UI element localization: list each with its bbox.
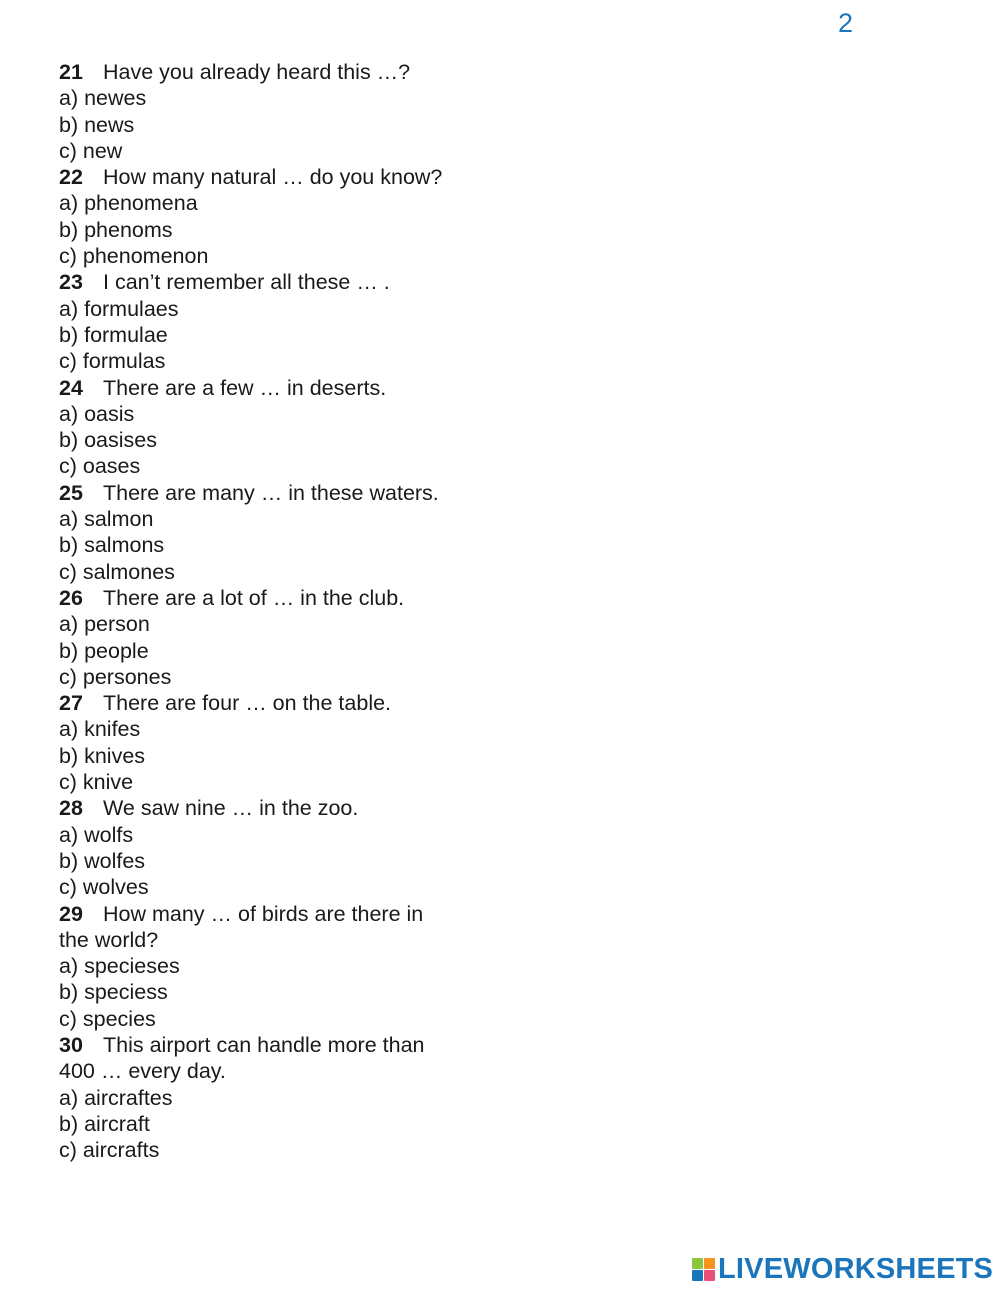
answer-option: b) formulae [59, 322, 168, 347]
question-text: There are four … on the table. [103, 691, 392, 716]
question-22 [59, 164, 479, 269]
question-24 [59, 375, 479, 480]
brand-logo [692, 1253, 993, 1285]
question-stem [59, 375, 479, 401]
question-stem-continued [59, 1058, 479, 1084]
answer-option: c) wolves [59, 875, 149, 900]
answer-option: c) phenomenon [59, 244, 209, 269]
question-number: 26 [59, 585, 83, 610]
question-number: 30 [59, 1032, 83, 1057]
answer-option: b) news [59, 112, 135, 137]
brand-text: LIVEWORKSHEETS [718, 1252, 994, 1285]
question-26 [59, 585, 479, 690]
answer-option: b) speciess [59, 980, 168, 1005]
question-stem [59, 480, 479, 506]
question-stem [59, 690, 479, 716]
logo-tile [704, 1270, 715, 1281]
answer-option: c) knive [59, 770, 134, 795]
answer-option: b) oasises [59, 428, 157, 453]
question-text: We saw nine … in the zoo. [103, 796, 359, 821]
answer-option: c) species [59, 1006, 156, 1031]
question-number: 29 [59, 901, 83, 926]
answer-option: b) wolfes [59, 848, 146, 873]
answer-option: b) aircraft [59, 1111, 150, 1136]
question-text: There are many … in these waters. [103, 480, 439, 505]
answer-option: a) oasis [59, 401, 135, 426]
question-28 [59, 795, 479, 900]
answer-option: b) knives [59, 743, 146, 768]
question-number: 21 [59, 60, 83, 84]
logo-tile [692, 1258, 703, 1269]
question-27 [59, 690, 479, 795]
question-text: How many natural … do you know? [103, 165, 443, 190]
answer-option: a) specieses [59, 954, 180, 979]
question-text: I can’t remember all these … . [103, 270, 390, 295]
question-30 [59, 1032, 479, 1163]
logo-tile [692, 1270, 703, 1281]
answer-option: c) new [59, 138, 123, 163]
answer-option: c) formulas [59, 349, 166, 374]
answer-option: a) knifes [59, 717, 141, 742]
question-text: 400 … every day. [59, 1059, 226, 1084]
answer-option: a) newes [59, 86, 147, 111]
question-stem-continued [59, 927, 479, 953]
question-number: 25 [59, 480, 83, 505]
question-number: 27 [59, 691, 83, 716]
question-text: How many … of birds are there in [103, 901, 424, 926]
question-number: 22 [59, 165, 83, 190]
question-stem [59, 795, 479, 821]
question-stem [59, 901, 479, 927]
question-stem [59, 585, 479, 611]
question-text: There are a lot of … in the club. [103, 585, 405, 610]
answer-option: a) formulaes [59, 296, 179, 321]
answer-option: b) salmons [59, 533, 165, 558]
question-text: Have you already heard this …? [103, 60, 411, 84]
question-text: This airport can handle more than [103, 1032, 425, 1057]
question-text: There are a few … in deserts. [103, 375, 387, 400]
answer-option: c) aircrafts [59, 1138, 160, 1163]
question-stem [59, 59, 479, 85]
question-number: 28 [59, 796, 83, 821]
question-21 [59, 59, 479, 164]
answer-option: b) phenoms [59, 217, 173, 242]
question-25 [59, 480, 479, 585]
answer-option: c) persones [59, 664, 172, 689]
question-number: 23 [59, 270, 83, 295]
question-29 [59, 901, 479, 1032]
question-text: the world? [59, 927, 159, 952]
question-list [59, 59, 479, 1163]
answer-option: c) salmones [59, 559, 175, 584]
question-stem [59, 269, 479, 295]
question-stem [59, 164, 479, 190]
answer-option: a) wolfs [59, 822, 134, 847]
logo-tile [704, 1258, 715, 1269]
question-23 [59, 269, 479, 374]
page-number: 2 [838, 8, 854, 38]
answer-option: a) person [59, 612, 150, 637]
answer-option: c) oases [59, 454, 141, 479]
liveworksheets-logo-icon [692, 1258, 715, 1281]
answer-option: b) people [59, 638, 149, 663]
question-number: 24 [59, 375, 83, 400]
answer-option: a) salmon [59, 507, 154, 532]
answer-option: a) aircraftes [59, 1085, 173, 1110]
answer-option: a) phenomena [59, 191, 198, 216]
question-stem [59, 1032, 479, 1058]
